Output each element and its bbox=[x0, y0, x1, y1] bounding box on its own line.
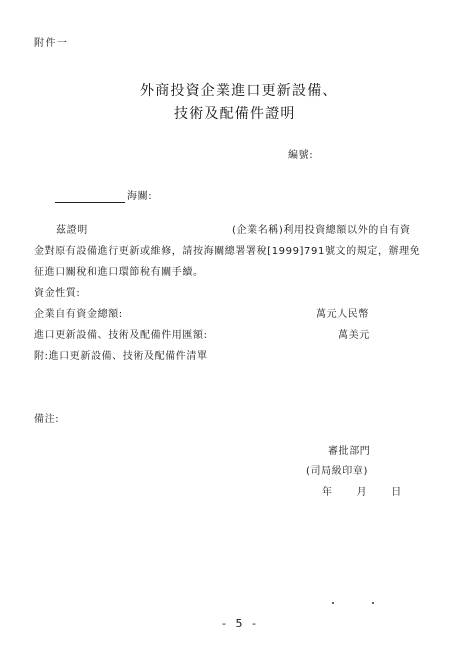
body-para3: 征進口關稅和進口環節稅有關手續。 bbox=[34, 267, 204, 278]
customs-label: 海關: bbox=[127, 191, 153, 202]
fund-nature-label: 資金性質: bbox=[34, 288, 81, 299]
attachment-label: 附:進口更新設備、技術及配備件清單 bbox=[34, 351, 208, 362]
page-number: - 5 - bbox=[222, 617, 259, 630]
own-fund-unit: 萬元人民幣 bbox=[316, 309, 369, 320]
scan-speck bbox=[372, 602, 374, 604]
serial-number-label: 編號: bbox=[288, 150, 314, 161]
document-title-line-1: 外商投資企業進口更新設備、 bbox=[140, 83, 338, 99]
body-para2: 金對原有設備進行更新或維修，請按海關總署署稅[1999]791號文的規定，辦理免 bbox=[34, 246, 421, 257]
document-title-line-2: 技術及配備件證明 bbox=[174, 106, 296, 122]
approval-date bbox=[322, 487, 402, 499]
body-para1-middle: (企業名稱)利用投資總額以外的自有資 bbox=[232, 225, 411, 236]
customs-name-blank bbox=[55, 191, 125, 203]
date-day-label: 日 bbox=[391, 487, 402, 498]
body-para1-start: 茲證明 bbox=[56, 225, 88, 236]
approval-seal-label: (司局級印章) bbox=[306, 466, 369, 477]
usage-amount-label: 進口更新設備、技術及配備件用匯額: bbox=[34, 330, 208, 341]
date-year-label: 年 bbox=[322, 487, 333, 498]
scan-speck bbox=[332, 602, 334, 604]
approval-department-label: 審批部門 bbox=[328, 446, 371, 457]
usage-amount-unit: 萬美元 bbox=[338, 330, 370, 341]
remarks-label: 備注: bbox=[34, 414, 60, 425]
annex-label: 附件一 bbox=[34, 38, 69, 49]
date-month-label: 月 bbox=[356, 487, 368, 498]
own-fund-label: 企業自有資金總額: bbox=[34, 309, 123, 320]
customs-addressee bbox=[55, 184, 152, 203]
